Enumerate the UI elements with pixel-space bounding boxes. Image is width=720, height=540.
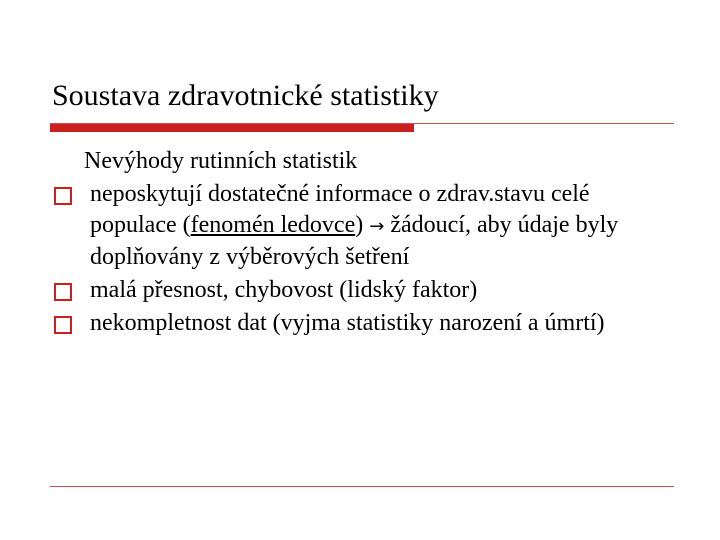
bullet-1-text-part1: neposkytují dostatečné informace o zdrav.stavu celé populace ( (90, 181, 590, 238)
square-bullet-icon (54, 187, 72, 205)
bullet-item-2 (50, 275, 670, 306)
bullet-2-text: malá přesnost, chybovost (lidský faktor) (90, 277, 478, 303)
bullet-item-3 (50, 308, 670, 339)
title-accent-bar (50, 124, 414, 132)
slide-body (50, 146, 670, 341)
section-heading: Nevýhody rutinních statistik (84, 148, 358, 174)
slide-title: Soustava zdravotnické statistiky (52, 79, 439, 112)
bullet-item-1 (50, 179, 670, 273)
footer-divider-line (50, 486, 674, 487)
square-bullet-icon (54, 283, 72, 301)
bullet-1-text (90, 181, 618, 270)
square-bullet-icon (54, 316, 72, 334)
bullet-1-underlined-term: fenomén ledovce (190, 212, 356, 238)
bullet-1-text-part2: ) (355, 212, 370, 238)
bullet-3-text: nekompletnost dat (vyjma statistiky narození a úmrtí) (90, 310, 605, 336)
bullet-1-text-part3: žádoucí, aby údaje byly doplňovány z výběrových šetření (90, 212, 619, 270)
right-arrow-icon: → (369, 216, 385, 237)
